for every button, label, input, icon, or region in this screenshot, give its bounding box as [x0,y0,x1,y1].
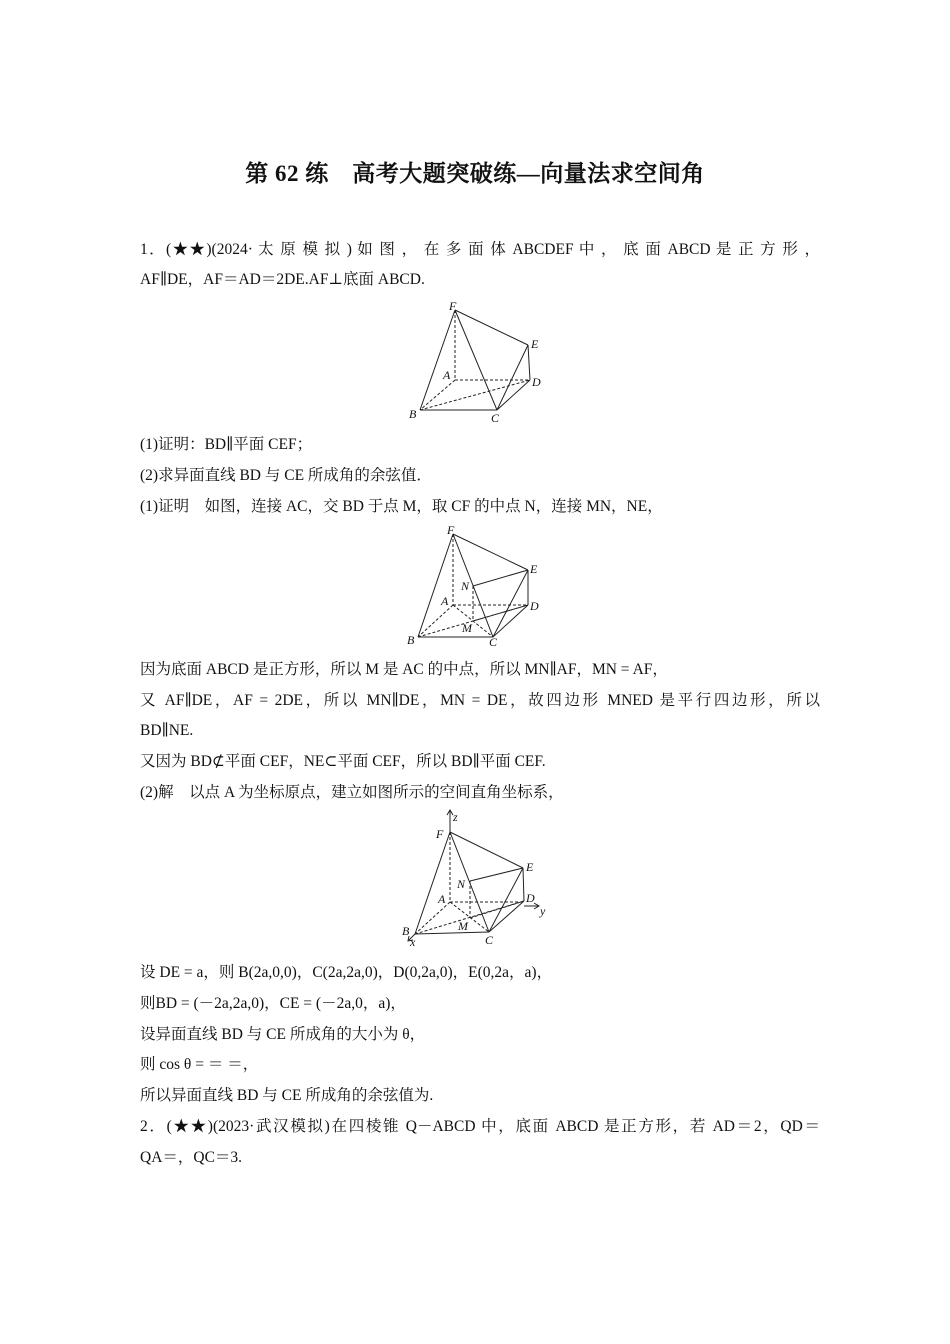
label-M: M [462,621,472,635]
label-E: E [531,337,539,351]
problem-1-statement: 1．(★★)(2024· 太 原 模 拟 ) 如 图 ， 在 多 面 体 ABCDEF 中 ， 底 面 ABCD 是 正 方 形 ， [140,241,820,258]
axis-label-y: y [540,904,546,918]
solution-cos: 则 cos θ = ＝ ＝， [140,1056,259,1073]
label-B: B [407,633,415,647]
proof-step-1: 因为底面 ABCD 是正方形，所以 M 是 AC 的中点，所以 MN∥AF，MN = AF， [140,661,668,678]
page-title: 第 62 练 高考大题突破练—向量法求空间角 [245,161,705,186]
label-C: C [491,411,500,425]
solution-coordinates: 设 DE = a，则 B(2a,0,0)，C(2a,2a,0)，D(0,2a,0)，E(0,2a，a)， [140,964,553,981]
proof-step-2-cont: BD∥NE. [140,722,194,739]
label-N: N [457,877,466,891]
figure-polyhedron-midpoints [400,522,550,650]
problem-2-condition: QA＝，QC＝3. [140,1149,243,1166]
label-N: N [461,579,470,593]
label-A: A [443,368,451,382]
label-M: M [458,919,468,933]
label-F: F [447,523,455,537]
proof-1-intro: (1)证明 如图，连接 AC，交 BD 于点 M，取 CF 的中点 N，连接 MN，NE， [140,498,663,515]
proof-conclusion: 又因为 BD⊄平面 CEF，NE⊂平面 CEF，所以 BD∥平面 CEF. [140,753,546,770]
label-B: B [402,924,410,938]
label-F: F [436,827,444,841]
label-C: C [485,933,494,947]
question-2: (2)求异面直线 BD 与 CE 所成角的余弦值． [140,467,432,484]
label-D: D [530,599,539,613]
figure-polyhedron [405,298,555,426]
axis-label-x: x [410,935,416,948]
label-B: B [409,407,417,421]
label-F: F [449,299,457,313]
problem-2-statement: 2．(★★)(2023·武汉模拟)在四棱锥 Q－ABCD 中，底面 ABCD 是正方形，若 AD＝2，QD＝ [140,1118,820,1135]
label-A: A [441,594,449,608]
question-1: (1)证明：BD∥平面 CEF； [140,436,313,453]
label-C: C [489,635,498,649]
problem-1-condition: AF∥DE，AF＝AD＝2DE.AF⊥底面 ABCD. [140,271,425,288]
solution-2-intro: (2)解 以点 A 为坐标原点，建立如图所示的空间直角坐标系， [140,784,564,801]
figure-coordinate-system [396,808,556,948]
solution-answer: 所以异面直线 BD 与 CE 所成角的余弦值为. [140,1087,434,1104]
axis-label-z: z [453,810,458,824]
solution-vectors: 则BD = (－2a,2a,0)，CE = (－2a,0，a)， [140,995,406,1012]
label-D: D [526,891,535,905]
label-E: E [530,562,538,576]
label-E: E [526,860,534,874]
label-D: D [532,375,541,389]
solution-angle-def: 设异面直线 BD 与 CE 所成角的大小为 θ， [140,1026,426,1043]
label-A: A [438,892,446,906]
proof-step-2: 又 AF∥DE，AF = 2DE，所以 MN∥DE，MN = DE，故四边形 MNED 是平行四边形，所以 [140,692,820,709]
